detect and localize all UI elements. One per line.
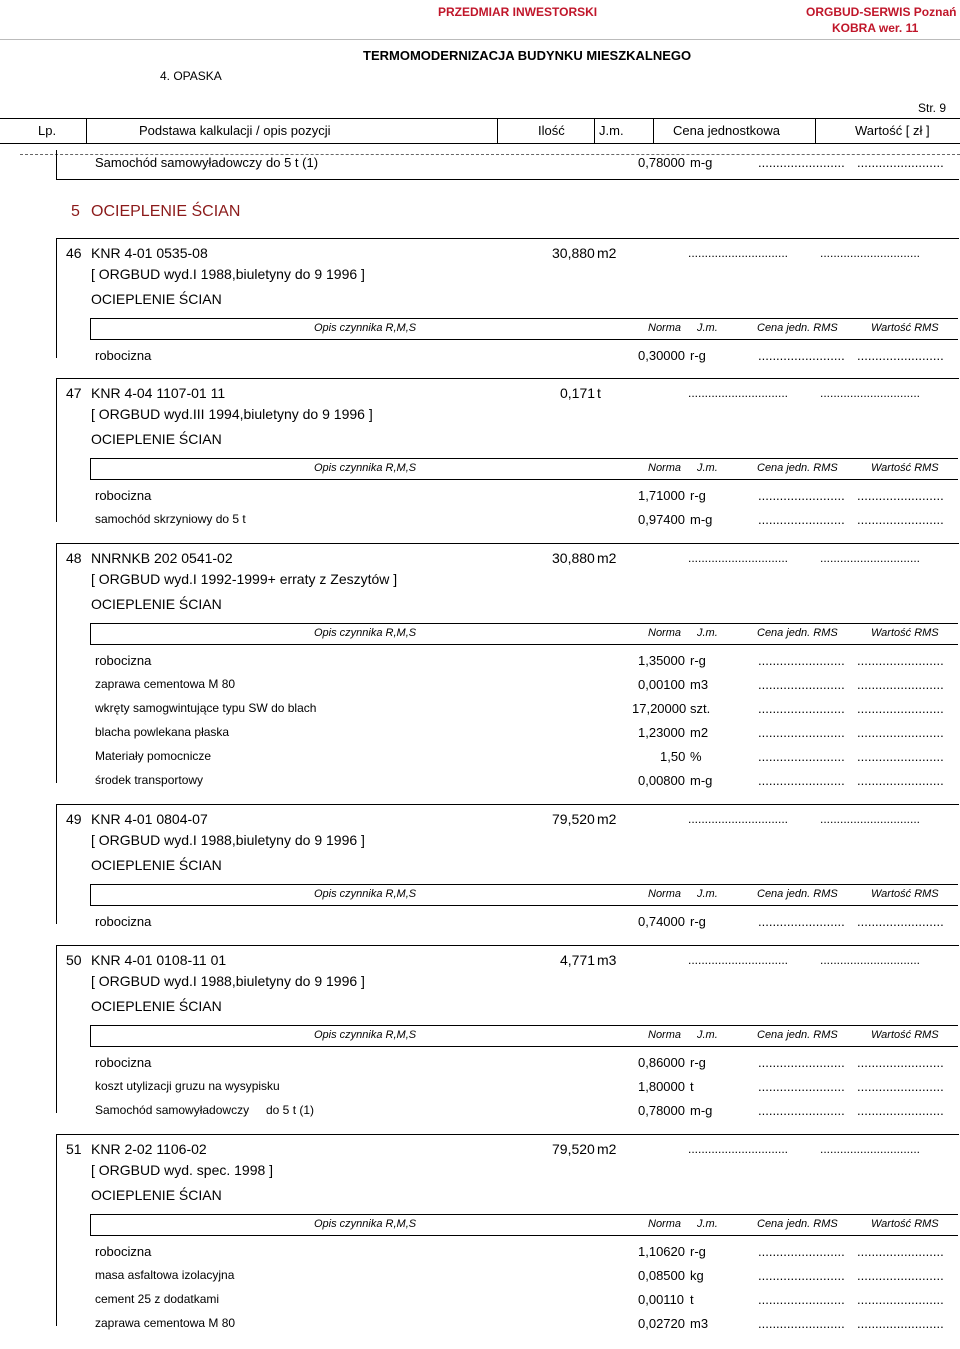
- item-value-dots: ........................: [857, 725, 944, 740]
- item-name: masa asfaltowa izolacyjna: [95, 1268, 235, 1282]
- item-value-dots: ........................: [857, 677, 944, 692]
- column-value: Wartość [ zł ]: [855, 123, 930, 138]
- rms-subheader: [90, 623, 958, 645]
- item-value-dots: ........................: [857, 914, 944, 929]
- position-quantity: 79,520: [552, 1141, 595, 1157]
- item-unit: szt.: [690, 701, 711, 716]
- item-price-dots: ........................: [758, 1244, 845, 1259]
- item-unit: t: [690, 1292, 694, 1307]
- item-price-dots: ........................: [758, 914, 845, 929]
- position-value-dots: ..............................: [820, 246, 921, 260]
- item-unit: r-g: [690, 348, 706, 363]
- position-code: KNR 4-04 1107-01 11: [91, 385, 226, 401]
- item-norm: 0,78000: [638, 155, 685, 170]
- rms-col-desc: Opis czynnika R,M,S: [314, 888, 417, 900]
- item-price-dots: ........................: [758, 1055, 845, 1070]
- item-name: robocizna: [95, 653, 152, 668]
- position-description: OCIEPLENIE ŚCIAN: [91, 431, 222, 447]
- item-name: cement 25 z dodatkami: [95, 1292, 220, 1306]
- rms-row: [0, 1079, 960, 1101]
- rms-subheader: [90, 1214, 958, 1236]
- position-value-dots: ..............................: [820, 1142, 921, 1156]
- position-description: OCIEPLENIE ŚCIAN: [91, 857, 222, 873]
- rms-row: [0, 749, 960, 771]
- item-name: Samochód samowyładowczy: [95, 1103, 250, 1117]
- rms-col-unit: J.m.: [697, 888, 718, 900]
- item-norm: 0,00100: [638, 677, 685, 692]
- item-norm: 0,02720: [638, 1316, 685, 1331]
- rms-col-price: Cena jedn. RMS: [757, 627, 838, 639]
- item-unit: r-g: [690, 1244, 706, 1259]
- item-unit: m3: [690, 677, 709, 692]
- item-value-dots: ........................: [857, 1103, 944, 1118]
- position-code: KNR 4-01 0108-11 01: [91, 952, 227, 968]
- item-value-dots: ........................: [857, 749, 944, 764]
- item-unit: r-g: [690, 914, 706, 929]
- rms-col-price: Cena jedn. RMS: [757, 322, 838, 334]
- rms-col-desc: Opis czynnika R,M,S: [314, 462, 417, 474]
- item-price-dots: ........................: [758, 348, 845, 363]
- item-norm: 0,00800: [638, 773, 685, 788]
- column-basis: Podstawa kalkulacji / opis pozycji: [139, 123, 331, 138]
- rms-col-norm: Norma: [648, 888, 682, 900]
- position-price-dots: ..............................: [688, 812, 789, 826]
- rms-row: [0, 1268, 960, 1290]
- item-name: robocizna: [95, 348, 152, 363]
- item-unit: m-g: [690, 155, 713, 170]
- item-norm: 0,78000: [638, 1103, 685, 1118]
- position-price-dots: ..............................: [688, 386, 789, 400]
- position-description: OCIEPLENIE ŚCIAN: [91, 291, 222, 307]
- item-name: samochód skrzyniowy do 5 t: [95, 512, 246, 526]
- project-title: TERMOMODERNIZACJA BUDYNKU MIESZKALNEGO: [363, 48, 692, 63]
- item-price-dots: ........................: [758, 677, 845, 692]
- item-value-dots: ........................: [857, 155, 944, 170]
- position-value-dots: ..............................: [820, 953, 921, 967]
- rms-subheader: [90, 1025, 958, 1047]
- rms-row: [0, 348, 960, 370]
- item-unit: kg: [690, 1268, 704, 1283]
- position-reference: [ ORGBUD wyd.I 1988,biuletyny do 9 1996 ]: [91, 973, 365, 989]
- rms-col-value: Wartość RMS: [871, 322, 939, 334]
- chapter-title: 4. OPASKA: [160, 69, 222, 83]
- item-value-dots: ........................: [857, 1316, 944, 1331]
- rms-col-value: Wartość RMS: [871, 462, 939, 474]
- item-norm: 1,80000: [638, 1079, 685, 1094]
- item-price-dots: ........................: [758, 155, 845, 170]
- item-name: Samochód samowyładowczy: [95, 155, 262, 170]
- item-norm: 1,10620: [638, 1244, 685, 1259]
- item-extra: do 5 t (1): [266, 155, 319, 170]
- page-number: Str. 9: [918, 101, 947, 115]
- item-price-dots: ........................: [758, 1103, 845, 1118]
- item-name: środek transportowy: [95, 773, 204, 787]
- rms-col-unit: J.m.: [697, 462, 718, 474]
- item-extra: do 5 t (1): [266, 1103, 315, 1117]
- item-price-dots: ........................: [758, 725, 845, 740]
- section-number: 5: [71, 203, 80, 220]
- item-unit: t: [690, 1079, 694, 1094]
- position-unit: t: [597, 385, 601, 401]
- item-norm: 17,20000: [632, 701, 687, 716]
- item-value-dots: ........................: [857, 1244, 944, 1259]
- position-number: 46: [66, 245, 82, 261]
- item-value-dots: ........................: [857, 1055, 944, 1070]
- rms-row: [0, 725, 960, 747]
- rms-col-norm: Norma: [648, 1029, 682, 1041]
- item-name: robocizna: [95, 1244, 152, 1259]
- rms-row: [0, 488, 960, 510]
- rms-row: [0, 1103, 960, 1125]
- item-price-dots: ........................: [758, 512, 845, 527]
- rms-col-norm: Norma: [648, 322, 682, 334]
- item-name: robocizna: [95, 914, 152, 929]
- position-price-dots: ..............................: [688, 953, 789, 967]
- rms-col-unit: J.m.: [697, 1218, 718, 1230]
- position-number: 47: [66, 385, 82, 401]
- position-number: 48: [66, 550, 82, 566]
- item-norm: 1,23000: [638, 725, 685, 740]
- rms-subheader: [90, 458, 958, 480]
- position-code: NNRNKB 202 0541-02: [91, 550, 233, 566]
- item-name: robocizna: [95, 488, 152, 503]
- rms-col-unit: J.m.: [697, 322, 718, 334]
- item-name: wkręty samogwintujące typu SW do blach: [95, 701, 317, 715]
- item-unit: m-g: [690, 512, 713, 527]
- rms-col-norm: Norma: [648, 1218, 682, 1230]
- position-reference: [ ORGBUD wyd. spec. 1998 ]: [91, 1162, 274, 1178]
- item-unit: r-g: [690, 488, 706, 503]
- rms-subheader: [90, 318, 958, 340]
- column-unit-price: Cena jednostkowa: [673, 123, 780, 138]
- rms-row: [0, 1244, 960, 1266]
- rms-row: [0, 512, 960, 534]
- item-value-dots: ........................: [857, 653, 944, 668]
- position-value-dots: ..............................: [820, 551, 921, 565]
- rms-col-unit: J.m.: [697, 627, 718, 639]
- item-price-dots: ........................: [758, 1292, 845, 1307]
- item-name: koszt utylizacji gruzu na wysypisku: [95, 1079, 280, 1093]
- rms-row: [0, 1316, 960, 1338]
- position-unit: m2: [597, 245, 617, 261]
- rms-col-value: Wartość RMS: [871, 627, 939, 639]
- position-number: 50: [66, 952, 82, 968]
- position-reference: [ ORGBUD wyd.III 1994,biuletyny do 9 1996 ]: [91, 406, 373, 422]
- company-name: ORGBUD-SERWIS Poznań: [806, 5, 957, 19]
- item-price-dots: ........................: [758, 773, 845, 788]
- position-value-dots: ..............................: [820, 386, 921, 400]
- item-unit: m-g: [690, 1103, 713, 1118]
- position-quantity: 30,880: [552, 245, 595, 261]
- position-unit: m2: [597, 1141, 617, 1157]
- rms-col-norm: Norma: [648, 462, 682, 474]
- item-value-dots: ........................: [857, 773, 944, 788]
- column-unit: J.m.: [599, 123, 624, 138]
- rms-col-desc: Opis czynnika R,M,S: [314, 627, 417, 639]
- item-value-dots: ........................: [857, 488, 944, 503]
- position-price-dots: ..............................: [688, 1142, 789, 1156]
- rms-col-unit: J.m.: [697, 1029, 718, 1041]
- item-norm: 0,00110: [638, 1292, 685, 1307]
- item-norm: 0,74000: [638, 914, 685, 929]
- rms-row: [0, 701, 960, 723]
- item-unit: %: [690, 749, 702, 764]
- position-quantity: 0,171: [560, 385, 596, 401]
- column-lp: Lp.: [38, 123, 57, 138]
- item-unit: m-g: [690, 773, 713, 788]
- position-unit: m2: [597, 811, 617, 827]
- rms-row: [0, 1292, 960, 1314]
- position-description: OCIEPLENIE ŚCIAN: [91, 596, 222, 612]
- rms-col-desc: Opis czynnika R,M,S: [314, 1029, 417, 1041]
- item-unit: r-g: [690, 1055, 706, 1070]
- header-divider: [0, 39, 960, 40]
- item-norm: 0,97400: [638, 512, 685, 527]
- rms-row: [0, 677, 960, 699]
- item-value-dots: ........................: [857, 512, 944, 527]
- rms-row: [0, 653, 960, 675]
- position-quantity: 4,771: [560, 952, 596, 968]
- item-name: zaprawa cementowa M 80: [95, 677, 236, 691]
- item-norm: 1,35000: [638, 653, 685, 668]
- item-norm: 0,86000: [638, 1055, 685, 1070]
- position-reference: [ ORGBUD wyd.I 1992-1999+ erraty z Zeszytów ]: [91, 571, 398, 587]
- position-number: 49: [66, 811, 82, 827]
- item-price-dots: ........................: [758, 653, 845, 668]
- item-value-dots: ........................: [857, 348, 944, 363]
- item-price-dots: ........................: [758, 1268, 845, 1283]
- position-description: OCIEPLENIE ŚCIAN: [91, 1187, 222, 1203]
- rms-col-price: Cena jedn. RMS: [757, 1029, 838, 1041]
- item-name: blacha powlekana płaska: [95, 725, 230, 739]
- item-norm: 0,30000: [638, 348, 685, 363]
- position-number: 51: [66, 1141, 82, 1157]
- section-title: OCIEPLENIE ŚCIAN: [91, 203, 241, 220]
- item-unit: r-g: [690, 653, 706, 668]
- rms-row: [0, 914, 960, 936]
- position-code: KNR 4-01 0804-07: [91, 811, 208, 827]
- rms-col-value: Wartość RMS: [871, 888, 939, 900]
- position-quantity: 79,520: [552, 811, 595, 827]
- rms-col-desc: Opis czynnika R,M,S: [314, 1218, 417, 1230]
- column-quantity: Ilość: [538, 123, 565, 138]
- position-quantity: 30,880: [552, 550, 595, 566]
- item-price-dots: ........................: [758, 701, 845, 716]
- position-unit: m3: [597, 952, 617, 968]
- item-unit: m3: [690, 1316, 709, 1331]
- rms-col-norm: Norma: [648, 627, 682, 639]
- rms-col-price: Cena jedn. RMS: [757, 1218, 838, 1230]
- item-name: robocizna: [95, 1055, 152, 1070]
- item-price-dots: ........................: [758, 1079, 845, 1094]
- software-version: KOBRA wer. 11: [832, 21, 919, 35]
- position-code: KNR 4-01 0535-08: [91, 245, 208, 261]
- carry-over-row: [0, 155, 960, 177]
- item-value-dots: ........................: [857, 1268, 944, 1283]
- position-value-dots: ..............................: [820, 812, 921, 826]
- position-price-dots: ..............................: [688, 246, 789, 260]
- item-name: Materiały pomocnicze: [95, 749, 212, 763]
- item-price-dots: ........................: [758, 749, 845, 764]
- item-norm: 1,50: [660, 749, 686, 764]
- rms-col-price: Cena jedn. RMS: [757, 462, 838, 474]
- item-norm: 1,71000: [638, 488, 685, 503]
- item-value-dots: ........................: [857, 1079, 944, 1094]
- rms-row: [0, 773, 960, 795]
- item-norm: 0,08500: [638, 1268, 685, 1283]
- document-type: PRZEDMIAR INWESTORSKI: [438, 5, 598, 19]
- position-description: OCIEPLENIE ŚCIAN: [91, 998, 222, 1014]
- item-value-dots: ........................: [857, 1292, 944, 1307]
- rms-col-value: Wartość RMS: [871, 1029, 939, 1041]
- item-unit: m2: [690, 725, 709, 740]
- position-price-dots: ..............................: [688, 551, 789, 565]
- rms-row: [0, 1055, 960, 1077]
- position-unit: m2: [597, 550, 617, 566]
- position-reference: [ ORGBUD wyd.I 1988,biuletyny do 9 1996 ]: [91, 832, 365, 848]
- item-price-dots: ........................: [758, 1316, 845, 1331]
- rms-col-desc: Opis czynnika R,M,S: [314, 322, 417, 334]
- position-code: KNR 2-02 1106-02: [91, 1141, 207, 1157]
- position-reference: [ ORGBUD wyd.I 1988,biuletyny do 9 1996 ]: [91, 266, 365, 282]
- item-value-dots: ........................: [857, 701, 944, 716]
- item-name: zaprawa cementowa M 80: [95, 1316, 236, 1330]
- rms-col-price: Cena jedn. RMS: [757, 888, 838, 900]
- item-price-dots: ........................: [758, 488, 845, 503]
- rms-col-value: Wartość RMS: [871, 1218, 939, 1230]
- rms-subheader: [90, 884, 958, 906]
